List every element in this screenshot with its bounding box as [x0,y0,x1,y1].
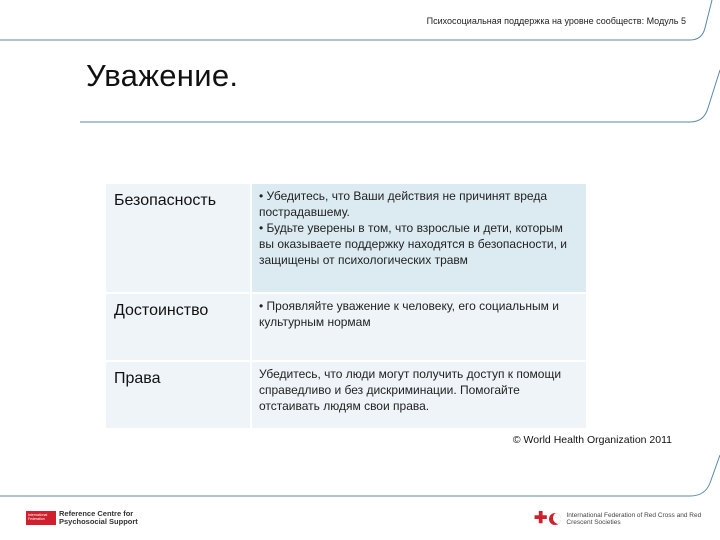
bullet-line: Убедитесь, что люди могут получить доступ к помощи справедливо и без дискриминации. Помогайте отстаивать людям свои права. [259,367,562,413]
principles-table [106,184,586,430]
row-label: Права [106,362,250,428]
table-row [106,294,586,360]
bullet-line: • Проявляйте уважение к человеку, его социальным и культурным нормам [259,299,559,329]
bullet-line: • Убедитесь, что Ваши действия не причинят вреда пострадавшему. [259,189,548,219]
ifrc-logo [534,512,706,526]
reference-centre-label: Reference Centre for Psychosocial Support [59,509,138,526]
row-content [252,294,586,360]
running-header: Психосоциальная поддержка на уровне сообществ: Модуль 5 [426,16,686,26]
row-content [252,362,586,428]
row-label: Достоинство [106,294,250,360]
bullet-line: • Будьте уверены в том, что взрослые и дети, которым вы оказываете поддержку находятся в безопасности, и защищены от психологических травм [259,221,567,267]
row-label: Безопасность [106,184,250,292]
row-content [252,184,586,292]
red-crescent-icon [549,513,561,525]
table-row [106,184,586,292]
copyright-notice: © World Health Organization 2011 [512,434,672,446]
red-cross-icon: ✚ [534,510,548,527]
ifrc-logo-box: International Federation [26,511,56,525]
reference-centre-logo [26,510,139,526]
slide-title: Уважение. [86,58,239,93]
ifrc-label: International Federation of Red Cross and Red Crescent Societies [566,512,702,526]
table-row [106,362,586,428]
